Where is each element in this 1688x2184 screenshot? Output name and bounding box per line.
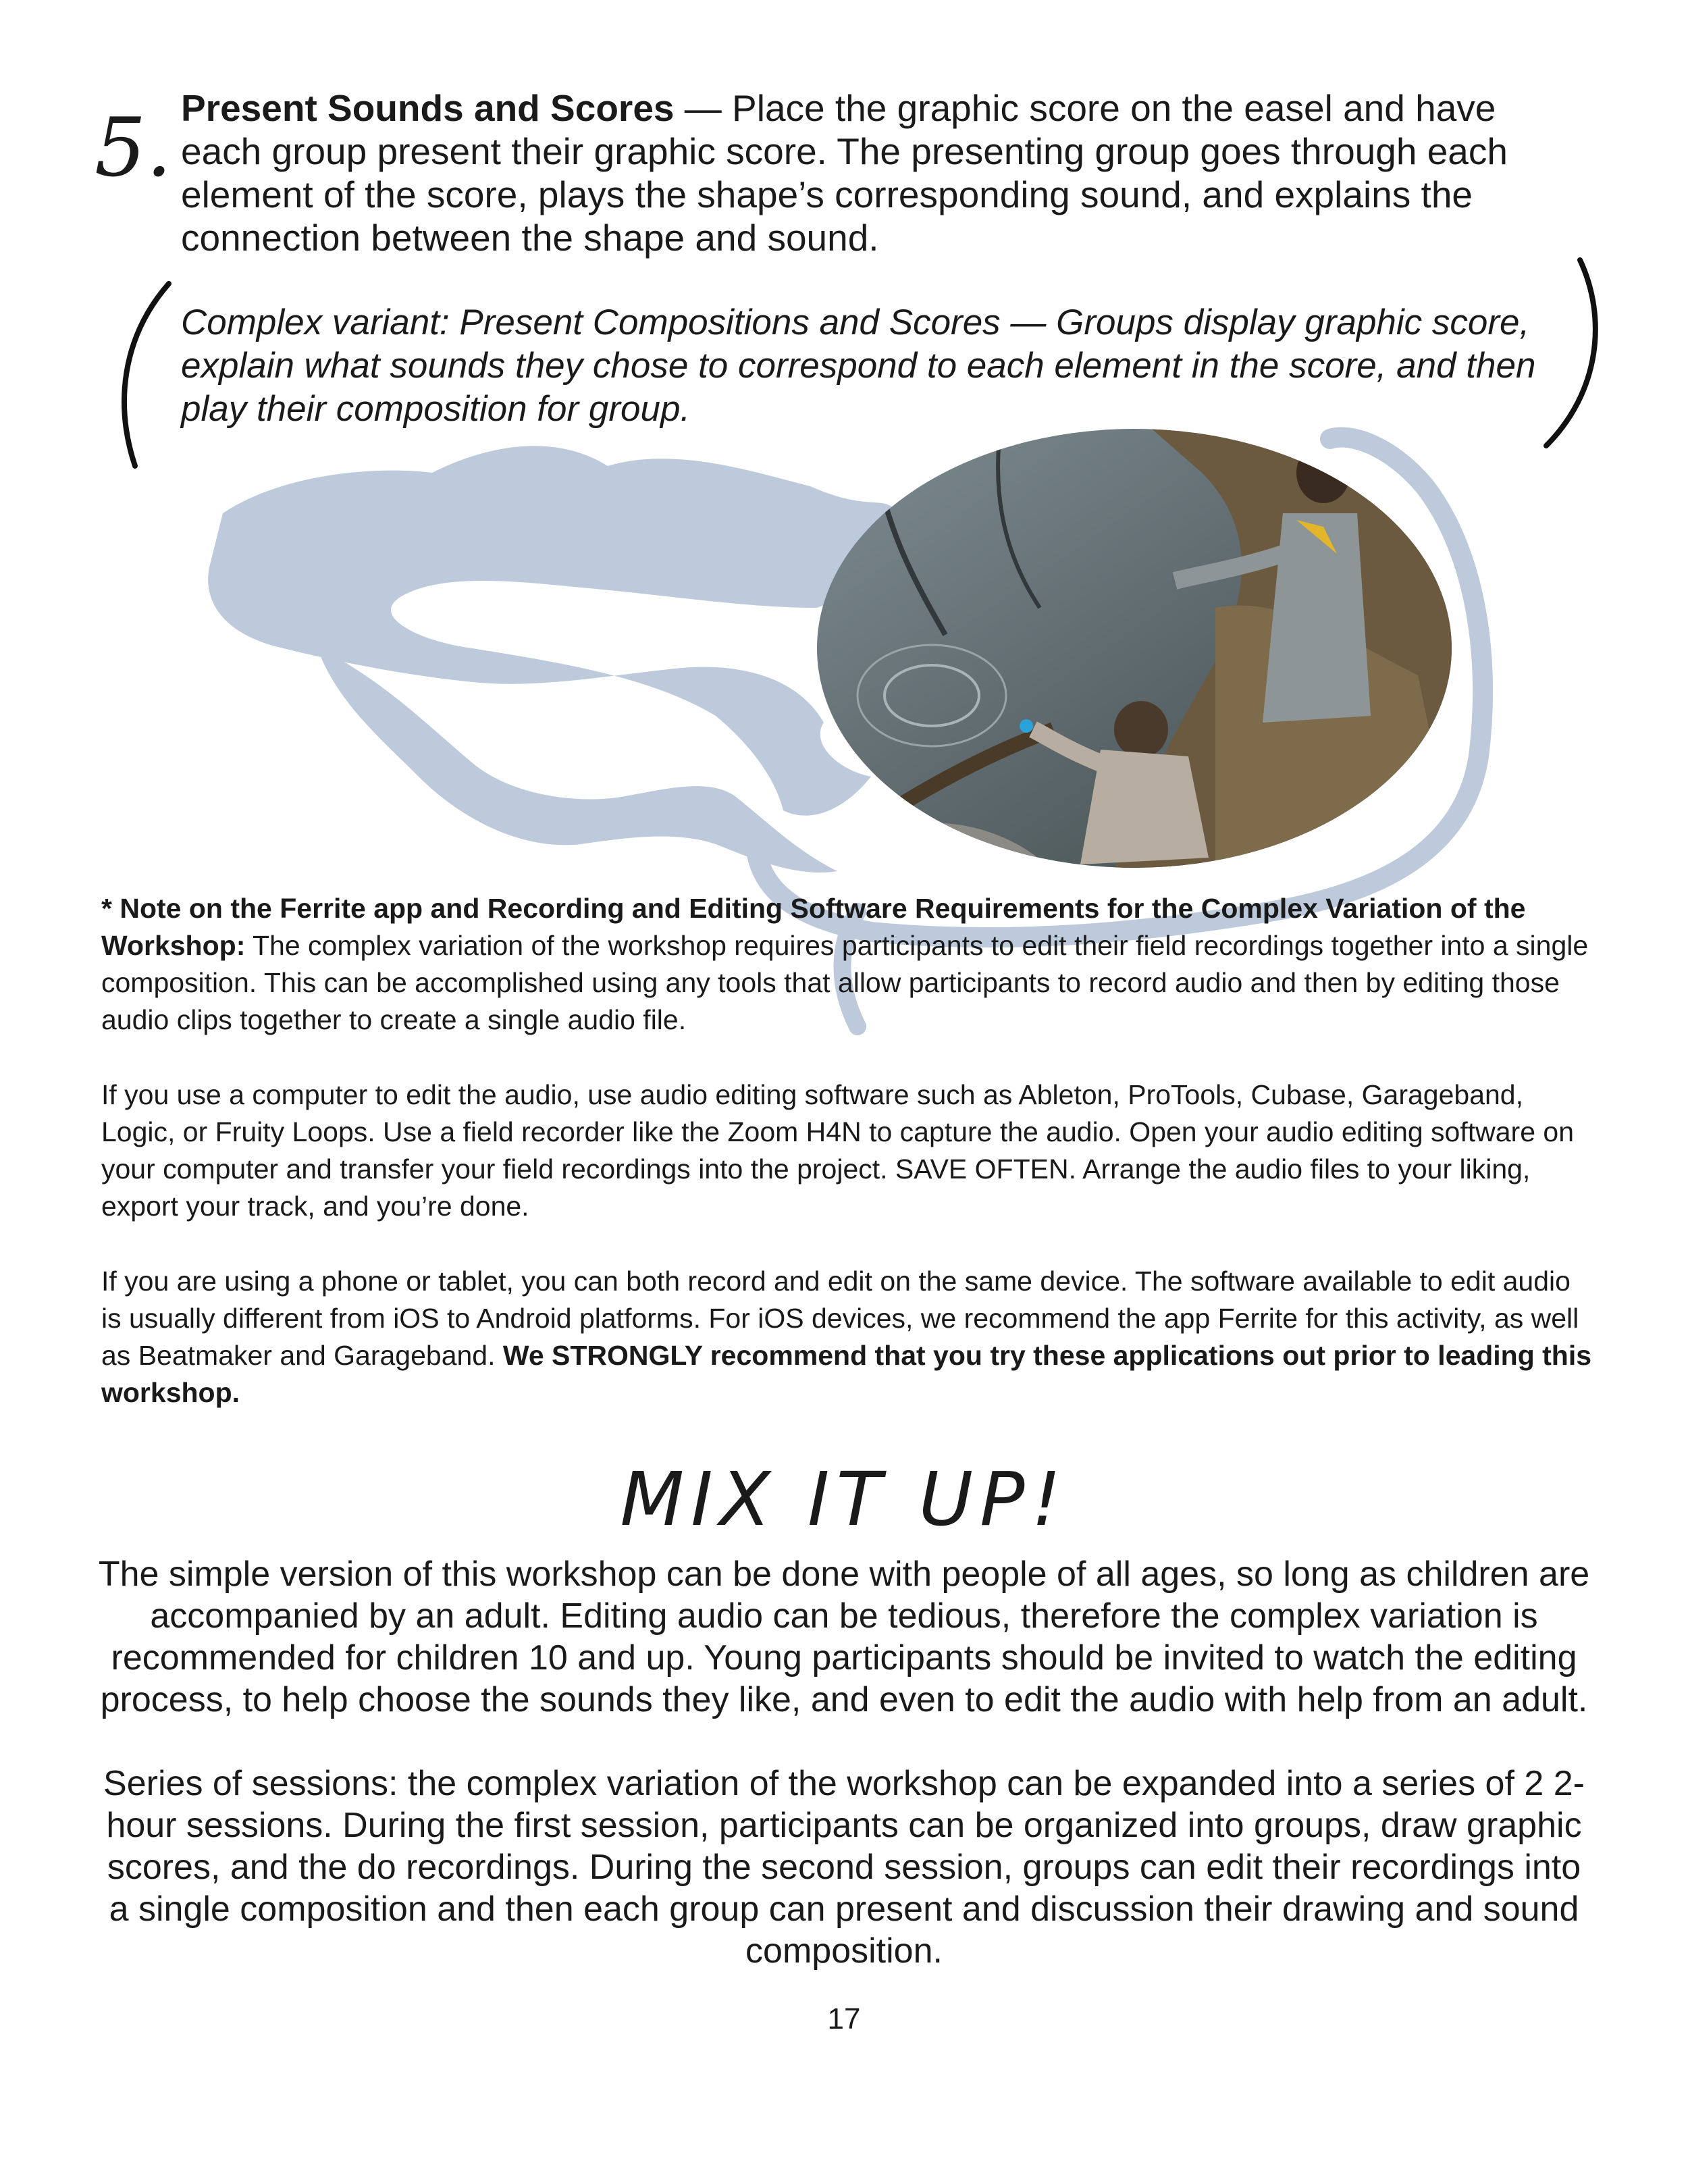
note-paragraph-2: If you use a computer to edit the audio, use audio editing software such as Ableton, ProTools, Cubase, Garageband, Logic, or Fruity Loops. Use a field recorder like the Zoom H4N to capture the audio. Open your audio editing software on your computer and transfer your field recordings into the project. SAVE OFTEN. Arrange the audio files to your liking, export your track, and you’re done. — [101, 1079, 1575, 1222]
software-note-section — [101, 890, 1593, 1449]
note-text-3: If you are using a phone or tablet, you can both record and edit on the same device. The software available to edit audio is usually different from iOS to Android platforms. For iOS devices, we recommend the app Ferrite for this activity, as well as Beatmaker and Garageband. — [101, 1266, 1579, 1371]
note-paragraph-3 — [101, 1263, 1593, 1411]
note-paragraph-1 — [101, 890, 1593, 1039]
step-5-paragraph — [181, 86, 1585, 259]
step-number: 5. — [95, 101, 172, 195]
mix-paragraph-2: Series of sessions: the complex variation of the workshop can be expanded into a series of 2 2-hour sessions. During the first session, participants can be organized into groups, draw graphic scores, and the do recordings. During the second session, groups can edit their recordings into a single composition and then each group can present and discussion their drawing and sound composition. — [103, 1764, 1585, 1971]
note-strong-recommendation: We STRONGLY recommend that you try these applications out prior to leading this workshop. — [101, 1340, 1592, 1408]
note-heading: * Note on the Ferrite app and Recording and Editing Software Requirements for the Complex Variation of the Workshop: — [101, 893, 1526, 961]
pond-photo — [810, 425, 1458, 871]
step-text: — Place the graphic score on the easel and have each group present their graphic score. The presenting group goes through each element of the score, plays the shape’s corresponding sound, and explains the connection between the shape and sound. — [181, 87, 1508, 259]
page-number: 17 — [827, 2002, 861, 2035]
complex-variant-text: Complex variant: Present Compositions and Scores — Groups display graphic score, explain what sounds they chose to correspond to each element in the score, and then play their composition for group. — [181, 303, 1536, 429]
step-title: Present Sounds and Scores — [181, 87, 675, 129]
mix-paragraph-1: The simple version of this workshop can be done with people of all ages, so long as children are accompanied by an adult. Editing audio can be tedious, therefore the complex variation is recommended for children 10 and up. Young participants should be invited to watch the editing process, to help choose the sounds they like, and even to edit the audio with help from an adult. — [98, 1555, 1590, 1719]
left-parenthesis-mark — [124, 284, 169, 466]
mix-it-up-body — [95, 1553, 1593, 2014]
note-text-1: The complex variation of the workshop requires participants to edit their field recordings together into a single composition. This can be accomplished using any tools that allow participants to record audio and then by editing those audio clips together to create a single audio file. — [101, 930, 1589, 1035]
mix-it-up-heading: MIX IT UP! — [620, 1456, 1068, 1542]
